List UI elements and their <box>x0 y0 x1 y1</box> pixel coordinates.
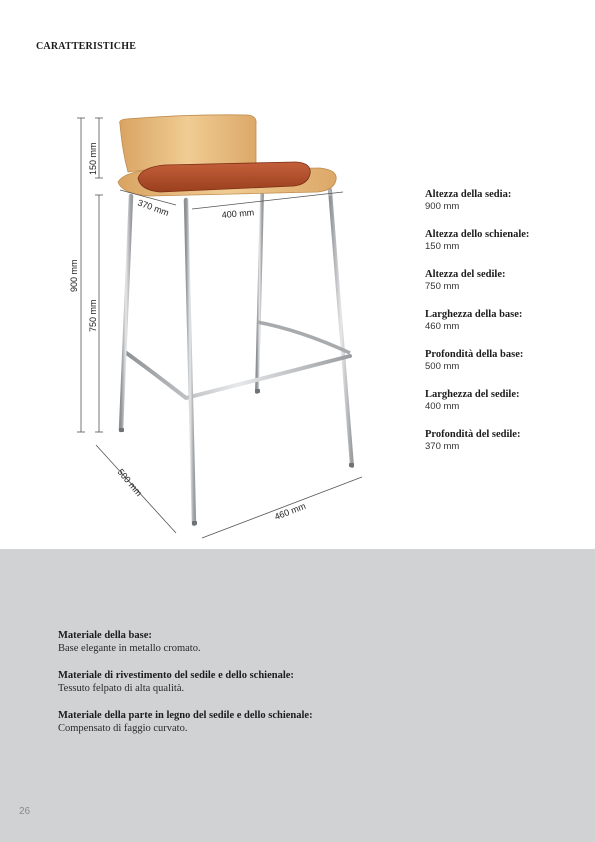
spec-item <box>425 189 585 229</box>
spec-value: 750 mm <box>425 281 460 292</box>
seat-depth-label: 370 mm <box>136 197 171 219</box>
material-label: Materiale di rivestimento del sedile e dello schienale: <box>58 670 294 681</box>
spec-label: Altezza del sedile: <box>425 269 506 280</box>
spec-value: 370 mm <box>425 441 460 452</box>
material-item <box>58 629 538 655</box>
spec-label: Profondità del sedile: <box>425 429 521 440</box>
back-foot-ring <box>257 322 350 353</box>
spec-label: Altezza dello schienale: <box>425 229 530 240</box>
spec-value: 150 mm <box>425 241 460 252</box>
spec-value: 400 mm <box>425 401 460 412</box>
material-item <box>58 709 538 735</box>
spec-label: Larghezza della base: <box>425 309 523 320</box>
base-depth-label: 500 mm <box>115 466 145 499</box>
material-item <box>58 669 538 695</box>
page-title: CARATTERISTICHE <box>36 41 137 52</box>
spec-value: 460 mm <box>425 321 460 332</box>
specifications-list <box>425 189 585 469</box>
material-value: Compensato di faggio curvato. <box>58 723 188 734</box>
spec-item <box>425 429 585 469</box>
front-foot-ring <box>125 352 350 398</box>
material-value: Tessuto felpato di alta qualità. <box>58 683 185 694</box>
spec-item <box>425 309 585 349</box>
spec-value: 500 mm <box>425 361 460 372</box>
materials-list <box>58 629 538 749</box>
leg-caps <box>119 389 354 525</box>
spec-item <box>425 389 585 429</box>
spec-label: Altezza della sedia: <box>425 189 512 200</box>
back-legs <box>257 190 352 466</box>
backrest-height-label: 150 mm <box>88 142 98 175</box>
base-width-label: 460 mm <box>273 500 308 522</box>
front-legs <box>121 196 194 524</box>
spec-value: 900 mm <box>425 201 460 212</box>
seat-width-label: 400 mm <box>221 207 255 220</box>
spec-label: Larghezza del sedile: <box>425 389 520 400</box>
chair-height-label: 900 mm <box>69 259 79 292</box>
page-number: 26 <box>19 806 31 817</box>
spec-item <box>425 269 585 309</box>
material-label: Materiale della parte in legno del sedile e dello schienale: <box>58 710 313 721</box>
materials-band <box>0 549 595 842</box>
material-value: Base elegante in metallo cromato. <box>58 643 201 654</box>
spec-item <box>425 349 585 389</box>
spec-item <box>425 229 585 269</box>
seat-height-label: 750 mm <box>88 299 98 332</box>
spec-label: Profondità della base: <box>425 349 524 360</box>
material-label: Materiale della base: <box>58 630 152 641</box>
stool-illustration <box>118 115 354 525</box>
